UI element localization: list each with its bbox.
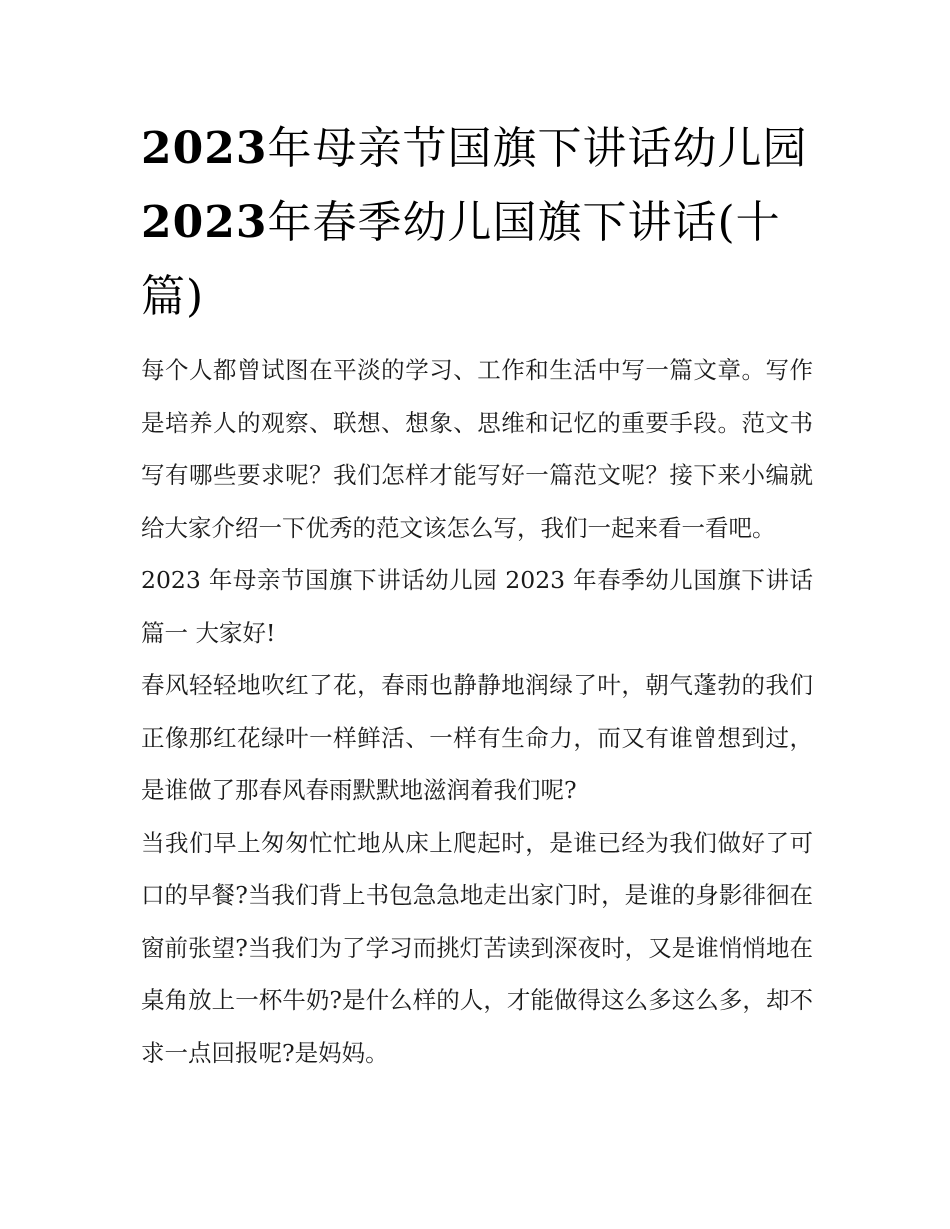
title-text-2: 年春季幼儿国旗下讲话(十篇) bbox=[141, 197, 781, 322]
title-year-2: 2023 bbox=[141, 197, 268, 248]
title-text-1: 年母亲节国旗下讲话幼儿园 bbox=[267, 123, 808, 174]
body-paragraph: 春风轻轻地吹红了花，春雨也静静地润绿了叶，朝气蓬勃的我们正像那红花绿叶一样鲜活、一样有生命力，而又有谁曾想到过，是谁做了那春风春雨默默地滋润着我们呢? bbox=[141, 671, 813, 804]
body-paragraph: 当我们早上匆匆忙忙地从床上爬起时，是谁已经为我们做好了可口的早餐?当我们背上书包急急地走出家门时，是谁的身影徘徊在窗前张望?当我们为了学习而挑灯苦读到深夜时，又是谁悄悄地在桌角放上一杯牛奶?是什么样的人，才能做得这么多这么多，却不求一点回报呢?是妈妈。 bbox=[141, 828, 813, 1067]
document-content bbox=[141, 112, 813, 1079]
title-year-1: 2023 bbox=[141, 123, 268, 174]
section-heading-paragraph: 2023 年母亲节国旗下讲话幼儿园 2023 年春季幼儿国旗下讲话篇一 大家好! bbox=[141, 566, 813, 647]
document-title bbox=[141, 112, 813, 334]
intro-paragraph: 每个人都曾试图在平淡的学习、工作和生活中写一篇文章。写作是培养人的观察、联想、想象、思维和记忆的重要手段。范文书写有哪些要求呢？我们怎样才能写好一篇范文呢？接下来小编就给大家介绍一下优秀的范文该怎么写，我们一起来看一看吧。 bbox=[141, 356, 813, 542]
